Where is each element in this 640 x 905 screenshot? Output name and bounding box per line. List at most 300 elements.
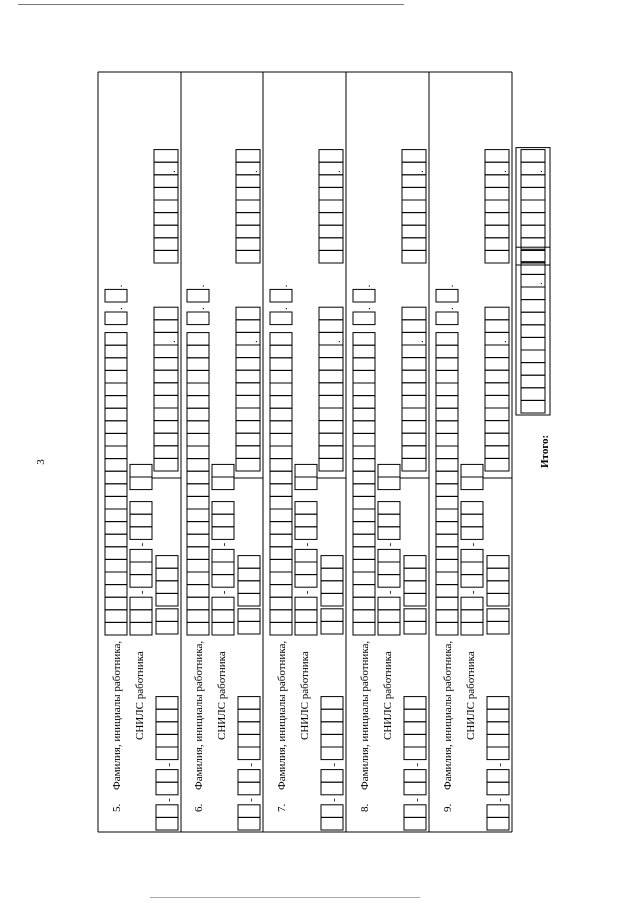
date-cell[interactable]	[487, 770, 509, 783]
fio-cell[interactable]	[187, 484, 209, 497]
fio-cell[interactable]	[436, 459, 458, 472]
fio-cell[interactable]	[270, 333, 292, 346]
snils-cell[interactable]	[378, 477, 400, 490]
snils-cell[interactable]	[295, 597, 317, 610]
snils-cell[interactable]	[295, 610, 317, 623]
sum-cell[interactable]	[154, 225, 178, 238]
initial-cell[interactable]	[353, 312, 375, 325]
total-cell[interactable]	[521, 363, 545, 376]
initial-cell[interactable]	[105, 312, 127, 325]
snils-cell[interactable]	[378, 549, 400, 562]
fio-cell[interactable]	[270, 534, 292, 547]
date-cell[interactable]	[156, 722, 178, 735]
sum-cell[interactable]	[154, 200, 178, 213]
amount-cell[interactable]	[236, 358, 260, 371]
fio-cell[interactable]	[187, 345, 209, 358]
total-cell[interactable]	[521, 262, 545, 275]
sum-cell[interactable]	[485, 213, 509, 226]
snils-cell[interactable]	[461, 610, 483, 623]
snils-cell[interactable]	[295, 527, 317, 540]
amount-cell[interactable]	[485, 345, 509, 358]
sum-cell[interactable]	[485, 238, 509, 251]
fio-cell[interactable]	[353, 522, 375, 535]
snils-cell[interactable]	[212, 514, 234, 527]
total-cell[interactable]	[521, 350, 545, 363]
fio-cell[interactable]	[187, 509, 209, 522]
date-cell[interactable]	[156, 697, 178, 710]
fio-cell[interactable]	[187, 585, 209, 598]
amount-cell[interactable]	[154, 345, 178, 358]
snils-cell[interactable]	[378, 597, 400, 610]
amount-cell[interactable]	[236, 446, 260, 459]
fio-cell[interactable]	[353, 509, 375, 522]
fio-cell[interactable]	[436, 383, 458, 396]
sum-cell[interactable]	[319, 175, 343, 188]
amount-cell[interactable]	[321, 568, 343, 581]
amount-cell[interactable]	[319, 307, 343, 320]
fio-cell[interactable]	[187, 446, 209, 459]
sum-cell[interactable]	[319, 200, 343, 213]
fio-cell[interactable]	[105, 597, 127, 610]
snils-cell[interactable]	[378, 514, 400, 527]
amount-cell[interactable]	[485, 358, 509, 371]
amount-cell[interactable]	[402, 383, 426, 396]
amount-cell[interactable]	[402, 307, 426, 320]
date-cell[interactable]	[321, 817, 343, 830]
fio-cell[interactable]	[105, 433, 127, 446]
fio-cell[interactable]	[353, 345, 375, 358]
amount-cell[interactable]	[321, 609, 343, 622]
amount-cell[interactable]	[154, 421, 178, 434]
snils-cell[interactable]	[378, 464, 400, 477]
snils-cell[interactable]	[130, 549, 152, 562]
amount-cell[interactable]	[402, 458, 426, 471]
amount-cell[interactable]	[485, 370, 509, 383]
amount-cell[interactable]	[154, 307, 178, 320]
date-cell[interactable]	[321, 770, 343, 783]
total-cell[interactable]	[521, 400, 545, 413]
fio-cell[interactable]	[436, 484, 458, 497]
amount-cell[interactable]	[402, 446, 426, 459]
fio-cell[interactable]	[436, 559, 458, 572]
date-cell[interactable]	[404, 709, 426, 722]
fio-cell[interactable]	[105, 585, 127, 598]
snils-cell[interactable]	[212, 464, 234, 477]
date-cell[interactable]	[156, 782, 178, 795]
fio-cell[interactable]	[105, 471, 127, 484]
total-cell[interactable]	[521, 225, 545, 238]
amount-cell[interactable]	[319, 370, 343, 383]
fio-cell[interactable]	[105, 421, 127, 434]
date-cell[interactable]	[404, 770, 426, 783]
fio-cell[interactable]	[105, 534, 127, 547]
initial-cell[interactable]	[270, 289, 292, 302]
date-cell[interactable]	[321, 747, 343, 760]
amount-cell[interactable]	[154, 358, 178, 371]
sum-cell[interactable]	[236, 200, 260, 213]
amount-cell[interactable]	[487, 621, 509, 634]
fio-cell[interactable]	[105, 459, 127, 472]
total-cell[interactable]	[521, 337, 545, 350]
amount-cell[interactable]	[319, 408, 343, 421]
amount-cell[interactable]	[238, 568, 260, 581]
date-cell[interactable]	[156, 770, 178, 783]
date-cell[interactable]	[238, 770, 260, 783]
fio-cell[interactable]	[187, 597, 209, 610]
initial-cell[interactable]	[270, 312, 292, 325]
amount-cell[interactable]	[319, 458, 343, 471]
fio-cell[interactable]	[353, 421, 375, 434]
amount-cell[interactable]	[236, 370, 260, 383]
fio-cell[interactable]	[436, 446, 458, 459]
fio-cell[interactable]	[270, 597, 292, 610]
snils-cell[interactable]	[130, 502, 152, 515]
amount-cell[interactable]	[236, 458, 260, 471]
sum-cell[interactable]	[319, 187, 343, 200]
date-cell[interactable]	[487, 697, 509, 710]
initial-cell[interactable]	[187, 289, 209, 302]
initial-cell[interactable]	[436, 289, 458, 302]
fio-cell[interactable]	[436, 333, 458, 346]
snils-cell[interactable]	[212, 575, 234, 588]
amount-cell[interactable]	[485, 395, 509, 408]
sum-cell[interactable]	[402, 225, 426, 238]
amount-cell[interactable]	[485, 433, 509, 446]
fio-cell[interactable]	[353, 610, 375, 623]
fio-cell[interactable]	[187, 421, 209, 434]
snils-cell[interactable]	[130, 464, 152, 477]
amount-cell[interactable]	[402, 395, 426, 408]
fio-cell[interactable]	[270, 383, 292, 396]
snils-cell[interactable]	[212, 549, 234, 562]
total-cell[interactable]	[521, 200, 545, 213]
fio-cell[interactable]	[353, 547, 375, 560]
amount-cell[interactable]	[321, 621, 343, 634]
fio-cell[interactable]	[105, 622, 127, 635]
date-cell[interactable]	[487, 734, 509, 747]
fio-cell[interactable]	[270, 408, 292, 421]
amount-cell[interactable]	[156, 609, 178, 622]
sum-cell[interactable]	[485, 187, 509, 200]
fio-cell[interactable]	[270, 459, 292, 472]
total-cell[interactable]	[521, 238, 545, 251]
date-cell[interactable]	[238, 805, 260, 818]
date-cell[interactable]	[487, 805, 509, 818]
fio-cell[interactable]	[270, 358, 292, 371]
date-cell[interactable]	[238, 722, 260, 735]
date-cell[interactable]	[321, 805, 343, 818]
sum-cell[interactable]	[154, 250, 178, 263]
amount-cell[interactable]	[154, 458, 178, 471]
sum-cell[interactable]	[236, 213, 260, 226]
date-cell[interactable]	[404, 747, 426, 760]
snils-cell[interactable]	[378, 622, 400, 635]
snils-cell[interactable]	[461, 562, 483, 575]
initial-cell[interactable]	[105, 289, 127, 302]
fio-cell[interactable]	[353, 408, 375, 421]
fio-cell[interactable]	[353, 459, 375, 472]
sum-cell[interactable]	[402, 200, 426, 213]
snils-cell[interactable]	[130, 477, 152, 490]
fio-cell[interactable]	[270, 433, 292, 446]
date-cell[interactable]	[487, 709, 509, 722]
fio-cell[interactable]	[436, 370, 458, 383]
fio-cell[interactable]	[187, 408, 209, 421]
sum-cell[interactable]	[402, 175, 426, 188]
fio-cell[interactable]	[270, 509, 292, 522]
sum-cell[interactable]	[154, 187, 178, 200]
fio-cell[interactable]	[187, 559, 209, 572]
fio-cell[interactable]	[436, 547, 458, 560]
amount-cell[interactable]	[238, 609, 260, 622]
fio-cell[interactable]	[436, 408, 458, 421]
amount-cell[interactable]	[487, 556, 509, 569]
sum-cell[interactable]	[154, 150, 178, 163]
fio-cell[interactable]	[105, 522, 127, 535]
fio-cell[interactable]	[270, 572, 292, 585]
sum-cell[interactable]	[154, 238, 178, 251]
fio-cell[interactable]	[187, 534, 209, 547]
sum-cell[interactable]	[236, 238, 260, 251]
amount-cell[interactable]	[154, 370, 178, 383]
amount-cell[interactable]	[236, 433, 260, 446]
amount-cell[interactable]	[236, 345, 260, 358]
fio-cell[interactable]	[436, 496, 458, 509]
total-cell[interactable]	[521, 187, 545, 200]
fio-cell[interactable]	[353, 333, 375, 346]
sum-cell[interactable]	[485, 200, 509, 213]
fio-cell[interactable]	[105, 396, 127, 409]
fio-cell[interactable]	[353, 471, 375, 484]
fio-cell[interactable]	[270, 446, 292, 459]
sum-cell[interactable]	[485, 225, 509, 238]
amount-cell[interactable]	[321, 593, 343, 606]
amount-cell[interactable]	[156, 593, 178, 606]
snils-cell[interactable]	[295, 549, 317, 562]
fio-cell[interactable]	[436, 421, 458, 434]
initial-cell[interactable]	[187, 312, 209, 325]
fio-cell[interactable]	[187, 471, 209, 484]
total-cell[interactable]	[521, 150, 545, 163]
snils-cell[interactable]	[378, 562, 400, 575]
fio-cell[interactable]	[105, 509, 127, 522]
fio-cell[interactable]	[436, 572, 458, 585]
total-cell[interactable]	[521, 250, 545, 263]
sum-cell[interactable]	[402, 150, 426, 163]
amount-cell[interactable]	[154, 446, 178, 459]
snils-cell[interactable]	[130, 622, 152, 635]
fio-cell[interactable]	[105, 446, 127, 459]
amount-cell[interactable]	[236, 421, 260, 434]
fio-cell[interactable]	[187, 622, 209, 635]
date-cell[interactable]	[404, 697, 426, 710]
amount-cell[interactable]	[404, 609, 426, 622]
snils-cell[interactable]	[461, 549, 483, 562]
snils-cell[interactable]	[212, 562, 234, 575]
amount-cell[interactable]	[319, 345, 343, 358]
total-cell[interactable]	[521, 175, 545, 188]
date-cell[interactable]	[238, 734, 260, 747]
fio-cell[interactable]	[187, 610, 209, 623]
snils-cell[interactable]	[212, 477, 234, 490]
date-cell[interactable]	[238, 817, 260, 830]
amount-cell[interactable]	[156, 568, 178, 581]
date-cell[interactable]	[487, 747, 509, 760]
date-cell[interactable]	[404, 734, 426, 747]
snils-cell[interactable]	[461, 597, 483, 610]
fio-cell[interactable]	[187, 459, 209, 472]
sum-cell[interactable]	[402, 213, 426, 226]
sum-cell[interactable]	[154, 213, 178, 226]
sum-cell[interactable]	[402, 238, 426, 251]
amount-cell[interactable]	[485, 307, 509, 320]
date-cell[interactable]	[321, 697, 343, 710]
total-cell[interactable]	[521, 312, 545, 325]
sum-cell[interactable]	[319, 250, 343, 263]
fio-cell[interactable]	[187, 522, 209, 535]
fio-cell[interactable]	[353, 622, 375, 635]
fio-cell[interactable]	[187, 383, 209, 396]
snils-cell[interactable]	[295, 477, 317, 490]
amount-cell[interactable]	[236, 320, 260, 333]
snils-cell[interactable]	[212, 597, 234, 610]
snils-cell[interactable]	[295, 464, 317, 477]
date-cell[interactable]	[156, 734, 178, 747]
total-cell[interactable]	[521, 249, 545, 262]
fio-cell[interactable]	[105, 345, 127, 358]
amount-cell[interactable]	[402, 433, 426, 446]
fio-cell[interactable]	[187, 547, 209, 560]
amount-cell[interactable]	[402, 421, 426, 434]
fio-cell[interactable]	[436, 534, 458, 547]
sum-cell[interactable]	[154, 175, 178, 188]
amount-cell[interactable]	[485, 458, 509, 471]
snils-cell[interactable]	[130, 562, 152, 575]
amount-cell[interactable]	[154, 320, 178, 333]
snils-cell[interactable]	[378, 575, 400, 588]
fio-cell[interactable]	[436, 345, 458, 358]
sum-cell[interactable]	[485, 150, 509, 163]
fio-cell[interactable]	[270, 396, 292, 409]
snils-cell[interactable]	[461, 575, 483, 588]
fio-cell[interactable]	[353, 433, 375, 446]
sum-cell[interactable]	[485, 250, 509, 263]
fio-cell[interactable]	[436, 522, 458, 535]
snils-cell[interactable]	[461, 502, 483, 515]
date-cell[interactable]	[404, 805, 426, 818]
amount-cell[interactable]	[404, 593, 426, 606]
total-cell[interactable]	[521, 325, 545, 338]
date-cell[interactable]	[238, 747, 260, 760]
fio-cell[interactable]	[353, 358, 375, 371]
fio-cell[interactable]	[270, 585, 292, 598]
date-cell[interactable]	[156, 805, 178, 818]
fio-cell[interactable]	[270, 522, 292, 535]
fio-cell[interactable]	[353, 484, 375, 497]
amount-cell[interactable]	[238, 556, 260, 569]
snils-cell[interactable]	[130, 610, 152, 623]
fio-cell[interactable]	[187, 496, 209, 509]
fio-cell[interactable]	[436, 610, 458, 623]
amount-cell[interactable]	[319, 383, 343, 396]
amount-cell[interactable]	[154, 433, 178, 446]
amount-cell[interactable]	[485, 421, 509, 434]
amount-cell[interactable]	[319, 446, 343, 459]
fio-cell[interactable]	[105, 496, 127, 509]
amount-cell[interactable]	[402, 370, 426, 383]
fio-cell[interactable]	[436, 471, 458, 484]
fio-cell[interactable]	[353, 559, 375, 572]
amount-cell[interactable]	[487, 593, 509, 606]
amount-cell[interactable]	[319, 433, 343, 446]
date-cell[interactable]	[487, 782, 509, 795]
amount-cell[interactable]	[404, 556, 426, 569]
fio-cell[interactable]	[436, 509, 458, 522]
sum-cell[interactable]	[402, 187, 426, 200]
fio-cell[interactable]	[270, 622, 292, 635]
fio-cell[interactable]	[187, 572, 209, 585]
snils-cell[interactable]	[130, 575, 152, 588]
amount-cell[interactable]	[404, 621, 426, 634]
date-cell[interactable]	[156, 817, 178, 830]
date-cell[interactable]	[487, 722, 509, 735]
initial-cell[interactable]	[436, 312, 458, 325]
amount-cell[interactable]	[485, 408, 509, 421]
snils-cell[interactable]	[461, 464, 483, 477]
snils-cell[interactable]	[212, 610, 234, 623]
sum-cell[interactable]	[319, 238, 343, 251]
amount-cell[interactable]	[485, 446, 509, 459]
total-cell[interactable]	[521, 388, 545, 401]
amount-cell[interactable]	[238, 593, 260, 606]
snils-cell[interactable]	[295, 562, 317, 575]
snils-cell[interactable]	[212, 622, 234, 635]
date-cell[interactable]	[238, 709, 260, 722]
snils-cell[interactable]	[295, 514, 317, 527]
snils-cell[interactable]	[378, 502, 400, 515]
fio-cell[interactable]	[270, 345, 292, 358]
sum-cell[interactable]	[236, 187, 260, 200]
fio-cell[interactable]	[105, 383, 127, 396]
total-cell[interactable]	[521, 213, 545, 226]
date-cell[interactable]	[321, 722, 343, 735]
amount-cell[interactable]	[156, 621, 178, 634]
fio-cell[interactable]	[353, 496, 375, 509]
fio-cell[interactable]	[436, 597, 458, 610]
date-cell[interactable]	[321, 734, 343, 747]
amount-cell[interactable]	[402, 345, 426, 358]
amount-cell[interactable]	[236, 383, 260, 396]
fio-cell[interactable]	[105, 572, 127, 585]
fio-cell[interactable]	[353, 446, 375, 459]
amount-cell[interactable]	[485, 320, 509, 333]
snils-cell[interactable]	[461, 477, 483, 490]
amount-cell[interactable]	[156, 556, 178, 569]
sum-cell[interactable]	[319, 225, 343, 238]
amount-cell[interactable]	[487, 581, 509, 594]
date-cell[interactable]	[321, 782, 343, 795]
amount-cell[interactable]	[238, 621, 260, 634]
sum-cell[interactable]	[319, 150, 343, 163]
fio-cell[interactable]	[187, 370, 209, 383]
fio-cell[interactable]	[105, 547, 127, 560]
fio-cell[interactable]	[353, 370, 375, 383]
snils-cell[interactable]	[130, 514, 152, 527]
sum-cell[interactable]	[236, 175, 260, 188]
amount-cell[interactable]	[154, 408, 178, 421]
fio-cell[interactable]	[436, 396, 458, 409]
fio-cell[interactable]	[270, 559, 292, 572]
